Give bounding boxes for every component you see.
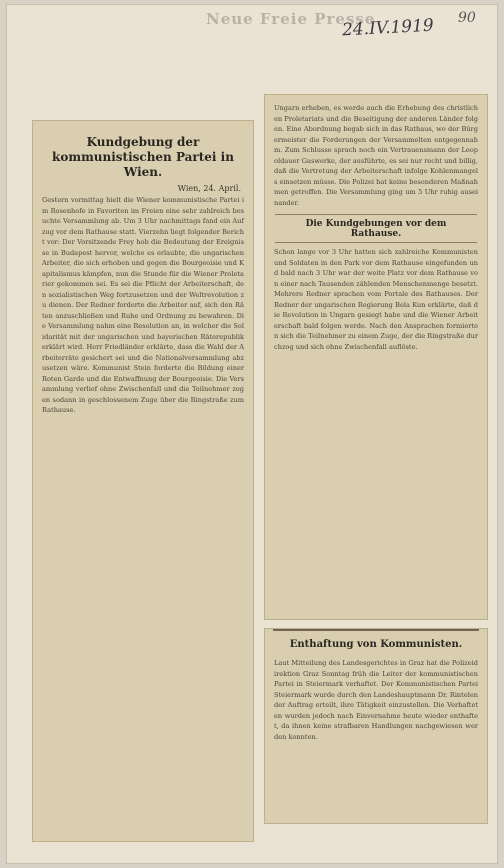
clipping-left (32, 120, 254, 842)
article-subheading: Die Kundgebungen vor dem Rathause. (275, 214, 477, 243)
handwritten-date: 24.IV.1919 (341, 15, 435, 41)
bottom-article-headline: Enthaftung von Kommunisten. (273, 629, 479, 654)
clipping-bottom (264, 628, 488, 824)
article-subsection-body: Schon lange vor 3 Uhr hatten sich zahlreiche Kommunisten und Soldaten in den Park vor dem Rathause eingefunden und bald nach 3 Uhr war der weite Platz vor dem Rathause von einer nach Tausenden zählenden Menschenmenge besetzt. Mehrere Redner sprachen vom Portale des Rathauses. Der Redner der ungarischen Regierung Bela Kun erklärte, daß die Revolution in Ungarn gesiegt habe und die Wiener Arbeiterschaft bald folgen werde. Nach den Ansprachen formierten sich die Teilnehmer zu einem Zuge, der die Ringstraße durchzog und sich ohne Zwischenfall auflöste. (274, 248, 478, 351)
page-number: 90 (458, 10, 476, 26)
article-dateline: Wien, 24. April. (177, 184, 241, 193)
clipping-right (264, 94, 488, 620)
newspaper-source-stamp: Neue Freie Presse (206, 10, 376, 28)
article-continuation: Ungarn erheben, es werde auch die Erhebung des christlichen Proletariats und die Beseitigung der anderen Länder folgen. Eine Abordnung begab sich in das Rathaus, wo der Bürgermeister die Forderungen der Versammelten entgegennahm. Zum Schlusse sprach noch ein Vertrauensmann der Leopoldauer Gaswerke, der ausführte, es sei nur recht und billig, daß die Vertretung der Arbeiterschaft infolge Kohlenmangels einsetzen müsse. Die Polizei hat keine besonderen Maßnahmen getroffen. Die Versammlung ging um 5 Uhr ruhig auseinander. (274, 104, 479, 207)
bottom-article-body: Laut Mitteilung des Landesgerichtes in Graz hat die Polizeidirektion Graz Sonntag früh die Leiter der kommunistischen Partei in Steiermark verhaftet. Der Kommunistischen Partei Steiermark wurde durch den Landeshauptmann Dr. Rintelen der Auftrag erteilt, ihre Tätigkeit einzustellen. Die Verhafteten wurden jedoch nach Einvernahme heute wieder enthaftet, da ihnen keine strafbaren Handlungen nachgewiesen werden konnten. (274, 659, 478, 741)
article-body: Gestern vormittag hielt die Wiener kommunistische Partei im Rosenhofe in Favoriten im Freien eine sehr zahlreich besuchte Versammlung ab. Um 3 Uhr nachmittags fand ein Aufzug vor dem Rathause statt. Vierzehn liegt folgender Bericht vor: Der Vorsitzende Frey hob die Bedeutung der Ereignisse in Budapest hervor, welche es erlaubte, die ungarischen Arbeiter, die sich erhoben und gegen die Bourgeoisie und Kapitalismus kämpfen, nun die Stunde für die Wiener Proletarier gekommen sei. Es sei die Pflicht der Arbeiterschaft, den sozialistischen Weg fortzusetzen und der Weltrevolution zu dienen. Der Redner forderte die Arbeiter auf, sich den Räten anzuschließen und Ruhe und Ordnung zu bewahren. Die Versammlung nahm eine Resolution an, in welcher die Solidarität mit der ungarischen und bayerischen Räterepublik erklärt wird. Herr Friedländer erklärte, dass die Wahl der Arbeiterräte gesichert sei und die Nationalversammlung abzusetzen wäre. Kommunist Stein forderte die Bildung einer Roten Garde und die Entwaffnung der Bourgeoisie. Die Versammlung verlief ohne Zwischenfall und die Teilnehmer zogen sodann in geschlossenem Zuge über die Ringstraße zum Rathause. (42, 196, 244, 414)
article-headline: Kundgebung der kommunistischen Partei in Wien. (52, 135, 234, 179)
